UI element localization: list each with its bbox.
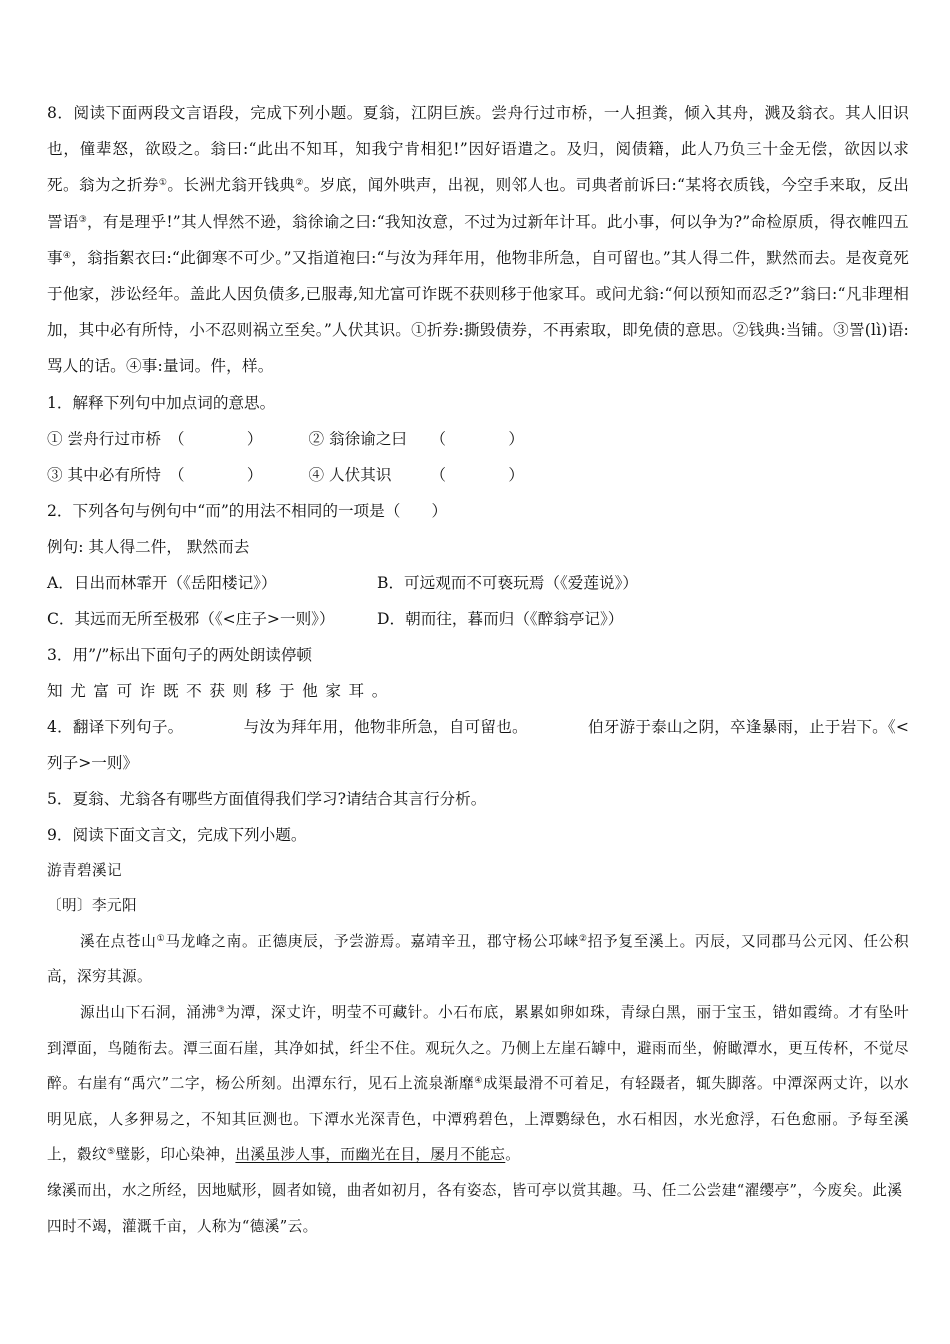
item-3: ③ 其中必有所恃 （ ） [47, 465, 263, 484]
footnote-marker: ① [156, 933, 166, 944]
footnote-marker: ④ [62, 250, 72, 261]
sub-question-3-sentence: 知尤富可诈既不获则移于他家耳。 [47, 681, 395, 700]
options-row-1 [47, 565, 909, 601]
sub-question-1: 1．解释下列句中加点词的意思。 [47, 393, 276, 412]
underlined-sentence: 出溪虽涉人事，而幽光在目，屡月不能忘 [235, 1146, 506, 1164]
sub-question-1-row-1 [47, 421, 909, 457]
essay-paragraph-1: 溪在点苍山①马龙峰之南。正德庚辰，予尝游焉。嘉靖辛丑，郡守杨公邛崃②招予复至溪上。丙辰，又同郡马公元冈、任公积高，深穷其源。 [47, 932, 909, 986]
option-c: C．其远而无所至极邪（《<庄子>一则》） [47, 609, 335, 628]
sub-question-4: 4．翻译下列句子。 与汝为拜年用，他物非所急，自可留也。 伯牙游于泰山之阴，卒逢暴雨，止于岩下。《<列子>一则》 [47, 717, 909, 772]
document-page [47, 95, 909, 1244]
essay-paragraph-2: 源出山下石洞，涌沸③为潭，深丈许，明莹不可藏针。小石布底，累累如卵如珠，青绿白黑，丽于宝玉，错如霞绮。才有坠叶到潭面，鸟随衔去。潭三面石崖，其净如拭，纤尘不住。观玩久之。乃侧上左崖石罅中，避雨而坐，俯瞰潭水，更互传杯，不觉尽醉。右崖有“禹穴”二字，杨公所刻。出潭东行，见石上流泉渐靡④成渠最滑不可着足，有轻蹑者，辄失脚落。中潭深两丈许，以水明见底，人多狎易之，不知其叵测也。下潭水光深青色，中潭鸦碧色，上潭鹦绿色，水石相因，水光愈浮，石色愈丽。予每至溪上，縠纹⑤璧影，印心染神，出溪虽涉人事，而幽光在目，屡月不能忘。 [47, 1004, 910, 1164]
option-a: A．日出而林霏开（《岳阳楼记》） [47, 573, 277, 592]
question-8-passage: 8．阅读下面两段文言语段，完成下列小题。夏翁，江阴巨族。尝舟行过市桥，一人担粪，倾入其舟，溅及翁衣。其人旧识也，僮辈怒，欲殴之。翁曰:“此出不知耳，知我宁肯相犯!”因好语遣之。及归，阅债籍，此人乃负三十金无偿，欲因以求死。翁为之折券①。长洲尤翁开钱典②。岁底，闻外哄声，出视，则邻人也。司典者前诉曰:“某将衣质钱，今空手来取，反出詈语③，有是理乎!”其人悍然不逊，翁徐谕之曰:“我知汝意，不过为过新年计耳。此小事，何以争为?”命检原质，得衣帷四五事④，翁指絮衣曰:“此御寒不可少。”又指道袍曰:“与汝为拜年用，他物非所急，自可留也。”其人得二件，默然而去。是夜竟死于他家，涉讼经年。盖此人因负债多,已服毒,知尤富可诈既不获则移于他家耳。或问尤翁:“何以预知而忍乏?”翁曰:“凡非理相加，其中必有所恃，小不忍则祸立至矣。”人伏其识。①折券:撕毁债券，不再索取，即免债的意思。②钱典:当铺。③詈(lì)语:骂人的话。④事:量词。件，样。 [47, 104, 909, 376]
question-9-title: 9．阅读下面文言文，完成下列小题。 [47, 825, 307, 844]
translate-sentence-2: 伯牙游于泰山之阴，卒逢暴雨，止于岩下。《<列子>一则》 [47, 717, 909, 772]
item-2: ② 翁徐谕之曰 （ ） [308, 429, 524, 448]
footnote-marker: ④ [474, 1076, 483, 1087]
footnote-marker: ② [295, 178, 304, 189]
translate-sentence-1: 与汝为拜年用，他物非所急，自可留也。 [243, 717, 528, 736]
option-d: D．朝而往，暮而归（《醉翁亭记》） [377, 609, 624, 628]
footnote-marker: ⑤ [106, 1147, 116, 1158]
essay-title: 游青碧溪记 [47, 861, 122, 879]
footnote-marker: ③ [216, 1005, 226, 1015]
sub-question-5: 5．夏翁、尤翁各有哪些方面值得我们学习?请结合其言行分析。 [47, 789, 487, 808]
item-1: ① 尝舟行过市桥 （ ） [47, 429, 263, 448]
footnote-marker: ② [578, 933, 588, 944]
options-row-2 [47, 601, 909, 637]
sub-question-2: 2．下列各句与例句中“而”的用法不相同的一项是（ ） [47, 501, 448, 520]
item-4: ④ 人伏其识 （ ） [308, 465, 524, 484]
essay-paragraph-3: 缘溪而出，水之所经，因地赋形，圆者如镜，曲者如初月，各有姿态，皆可亭以赏其趣。马、任二公尝建“濯缨亭”，今废矣。此溪四时不竭，灌溉千亩，人称为“德溪”云。 [47, 1181, 903, 1235]
essay-author: 〔明〕李元阳 [47, 897, 137, 915]
footnote-marker: ① [158, 178, 168, 189]
footnote-marker: ③ [78, 214, 88, 225]
sub-question-1-row-2 [47, 457, 909, 493]
option-b: B．可远观而不可亵玩焉（《爱莲说》） [377, 573, 638, 592]
sub-question-2-example: 例句: 其人得二件， 默然而去 [47, 537, 250, 556]
sub-question-3: 3．用”/”标出下面句子的两处朗读停顿 [47, 645, 313, 664]
